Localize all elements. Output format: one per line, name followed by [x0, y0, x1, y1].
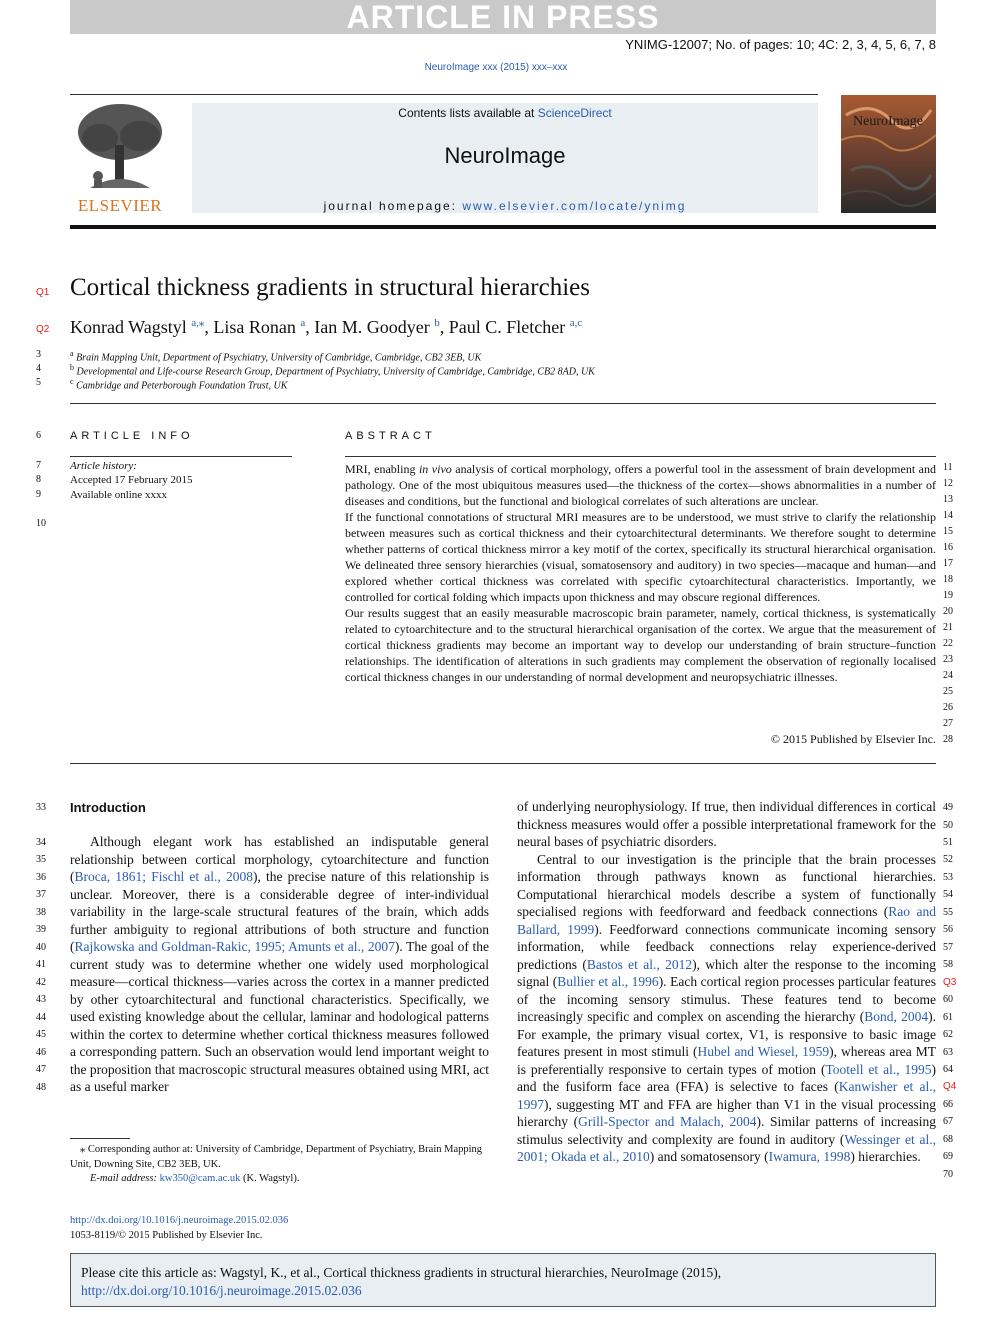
line-number: 18 [943, 574, 953, 585]
email-label: E-mail address: [90, 1173, 160, 1184]
citation-link[interactable]: Bullier et al., 1996 [557, 974, 659, 989]
email-suffix: (K. Wagstyl). [240, 1173, 300, 1184]
line-number: 37 [36, 889, 46, 900]
article-info-rule [70, 456, 292, 457]
journal-header-box [192, 103, 818, 213]
citation-link[interactable]: Bond, 2004 [864, 1009, 929, 1024]
line-number: 19 [943, 590, 953, 601]
homepage-prefix: journal homepage: [323, 199, 463, 213]
cover-title: NeuroImage [853, 114, 923, 129]
citation-link[interactable]: Hubel and Wiesel, 1959 [697, 1044, 830, 1059]
query-mark-q3[interactable]: Q3 [943, 977, 957, 988]
line-number: 38 [36, 907, 46, 918]
header-thick-rule [70, 225, 936, 229]
line-number: 3 [36, 349, 41, 360]
line-number: 62 [943, 1029, 953, 1040]
line-number: 54 [943, 889, 953, 900]
affiliation-text: Cambridge and Peterborough Foundation Trust, UK [76, 380, 288, 392]
line-number: 35 [36, 854, 46, 865]
line-number: 33 [36, 802, 46, 813]
body-text: ). For example, the primary visual cortex, V1, is responsive to basic image features present in most stimuli ( [517, 1009, 936, 1059]
line-number: 42 [36, 977, 46, 988]
footnote-text: Corresponding author at: University of Cambridge, Department of Psychiatry, Brain Mapping Unit, Downing Site, CB2 3EB, UK. [70, 1144, 483, 1170]
body-text: ). Similar patterns of increasing stimulus selectivity and complexity are found in auditory ( [517, 1114, 936, 1147]
citation-link[interactable]: Rajkowska and Goldman-Rakic, 1995; Amunts et al., 2007 [74, 939, 395, 954]
line-number: 39 [36, 924, 46, 935]
abstract-body [345, 461, 936, 685]
query-mark-q2[interactable]: Q2 [36, 324, 50, 335]
line-number: 7 [36, 460, 41, 471]
line-number: 36 [36, 872, 46, 883]
journal-cover-image [841, 95, 936, 213]
line-number: 4 [36, 363, 41, 374]
line-number: 23 [943, 654, 953, 665]
line-number: 58 [943, 959, 953, 970]
sciencedirect-link[interactable]: ScienceDirect [537, 106, 612, 120]
line-number: 61 [943, 1012, 953, 1023]
cite-text: Please cite this article as: Wagstyl, K., et al., Cortical thickness gradients in structural hierarchies, NeuroImage (2015), [81, 1265, 722, 1280]
author-affiliation-marker[interactable]: a,⁎ [191, 317, 205, 329]
issn-line: 1053-8119/© 2015 Published by Elsevier Inc. [70, 1229, 263, 1241]
body-left-column [70, 833, 489, 1096]
body-text: ), whereas area MT is preferentially responsive to certain types of motion ( [517, 1044, 936, 1077]
line-number: 10 [36, 518, 46, 529]
body-text: ) and somatosensory ( [649, 1149, 769, 1164]
line-number: 40 [36, 942, 46, 953]
body-paragraph [70, 833, 489, 1096]
citation-link[interactable]: Iwamura, 1998 [768, 1149, 851, 1164]
abstract-emphasis: in vivo [418, 462, 452, 476]
line-number: 55 [943, 907, 953, 918]
manuscript-reference: YNIMG-12007; No. of pages: 10; 4C: 2, 3, 4, 5, 6, 7, 8 [625, 37, 936, 52]
contents-prefix: Contents lists available at [398, 106, 538, 120]
contents-line [192, 106, 818, 120]
line-number: 46 [36, 1047, 46, 1058]
citation-link[interactable]: Rao and Ballard, 1999 [517, 904, 936, 937]
affiliation-rule [70, 403, 936, 404]
line-number: 28 [943, 734, 953, 745]
line-number: 24 [943, 670, 953, 681]
line-number: 21 [943, 622, 953, 633]
author-name[interactable]: Lisa Ronan [213, 317, 296, 337]
line-number: 26 [943, 702, 953, 713]
body-paragraph [517, 851, 936, 1166]
email-link[interactable]: kw350@cam.ac.uk [159, 1173, 241, 1184]
author-separator: , [305, 317, 315, 337]
affiliation-c [70, 377, 287, 391]
line-number: 20 [943, 606, 953, 617]
introduction-heading: Introduction [70, 800, 146, 815]
accepted-date: Accepted 17 February 2015 [70, 474, 193, 486]
line-number: 16 [943, 542, 953, 553]
body-text: ), which alter the response to the incoming signal ( [517, 956, 936, 989]
header-rule [70, 94, 818, 95]
doi-block [70, 1214, 288, 1243]
cite-doi-link[interactable]: http://dx.doi.org/10.1016/j.neuroimage.2015.02.036 [81, 1283, 362, 1298]
line-number: 15 [943, 526, 953, 537]
line-number: 41 [36, 959, 46, 970]
available-online: Available online xxxx [70, 489, 167, 501]
author-name[interactable]: Konrad Wagstyl [70, 317, 187, 337]
line-number: 51 [943, 837, 953, 848]
line-number: 13 [943, 494, 953, 505]
body-text: ). Each cortical region processes particular features of the incoming sensory stimulus. These features tend to become increasingly specific and complex on ascending the hierarchy ( [517, 974, 936, 1024]
line-number: 57 [943, 942, 953, 953]
body-text: ). Feedforward connections communicate incoming sensory information, while feedback connections relay experience-derived predictions ( [517, 921, 936, 972]
line-number: 52 [943, 854, 953, 865]
author-separator: , [439, 317, 449, 337]
line-number: 56 [943, 924, 953, 935]
homepage-link[interactable]: www.elsevier.com/locate/ynimg [462, 199, 687, 213]
affiliation-text: Developmental and Life-course Research Group, Department of Psychiatry, University of Cambridge, Cambridge, CB2 8AD, UK [76, 366, 595, 378]
line-number: 68 [943, 1134, 953, 1145]
body-text: ) and the fusiform face area (FFA) is selective to faces ( [517, 1061, 936, 1094]
line-number: 66 [943, 1099, 953, 1110]
footnote-email-line [70, 1172, 490, 1187]
footnote-star: ⁎ [80, 1144, 86, 1155]
footnote-rule [70, 1138, 130, 1139]
article-in-press-banner: ARTICLE IN PRESS [70, 0, 936, 34]
query-mark-q1[interactable]: Q1 [36, 287, 50, 298]
journal-citation-link[interactable]: NeuroImage xxx (2015) xxx–xxx [424, 62, 568, 73]
body-text: ), suggesting MT and FFA are higher than V1 in the visual processing hierarchy ( [517, 1096, 936, 1129]
journal-name: NeuroImage [444, 143, 566, 168]
affiliation-b [70, 363, 595, 377]
author-name[interactable]: Ian M. Goodyer [314, 317, 430, 337]
line-number: 67 [943, 1116, 953, 1127]
abstract-heading: ABSTRACT [345, 430, 436, 442]
journal-homepage-line [192, 199, 818, 213]
line-number: 43 [36, 994, 46, 1005]
author-separator: , [204, 317, 214, 337]
line-number: 53 [943, 872, 953, 883]
abstract-bottom-rule [70, 763, 936, 764]
author-affiliation-marker[interactable]: b [434, 317, 440, 329]
line-number: 47 [36, 1064, 46, 1075]
line-number: 60 [943, 994, 953, 1005]
line-number: 50 [943, 820, 953, 831]
line-number: 14 [943, 510, 953, 521]
affiliation-text: Brain Mapping Unit, Department of Psychiatry, University of Cambridge, Cambridge, CB2 3EB, UK [76, 352, 482, 364]
affiliation-label: a [70, 349, 74, 358]
abstract-paragraph [345, 461, 936, 509]
author-affiliation-marker[interactable]: a [300, 317, 306, 329]
body-right-column [517, 798, 936, 1166]
affiliation-label: b [70, 363, 74, 372]
line-number: 49 [943, 802, 953, 813]
line-number: 5 [36, 377, 41, 388]
article-history-label: Article history: [70, 460, 137, 472]
line-number: 17 [943, 558, 953, 569]
elsevier-wordmark: ELSEVIER [77, 196, 163, 215]
please-cite-box [70, 1253, 936, 1307]
citation-link[interactable]: Broca, 1861; Fischl et al., 2008 [74, 869, 253, 884]
body-text: ). The goal of the current study was to determine whether one widely used morphological measure—cortical thickness—varies across the cortex in a manner predicted by other cytoarchitectural and functional characteristics. Specifically, we used existing knowledge about the cellular, laminar and hodological patterns within the cortex to determine whether cortical thickness measures followed a corresponding pattern. Such an observation would lend important weight to the proposition that macroscopic structural measures obtained using MRI, act as a useful marker [70, 939, 489, 1094]
query-mark-q4[interactable]: Q4 [943, 1081, 957, 1092]
author-name[interactable]: Paul C. Fletcher [448, 317, 566, 337]
citation-link[interactable]: Grill-Spector and Malach, 2004 [578, 1114, 757, 1129]
body-text: Central to our investigation is the principle that the brain processes information through pathways known as functional hierarchies. Computational hierarchical models describe a system of functionally specialised regions with feedforward and feedback connections ( [517, 851, 936, 919]
abstract-paragraph: Our results suggest that an easily measurable macroscopic brain parameter, namely, cortical thickness, is systematically related to cytoarchitecture and to the structural hierarchical organisation of the cortex. We argue that the measurement of cortical thickness gradients may become an important way to develop our understanding of brain structure–function relationships. The identification of alterations in such gradients may complement the observation of regionally localised cortical thickness changes in our understanding of normal development and neuropsychiatric illnesses. [345, 606, 936, 684]
doi-link[interactable]: http://dx.doi.org/10.1016/j.neuroimage.2015.02.036 [70, 1215, 289, 1226]
abstract-text: analysis of cortical morphology, offers a powerful tool in the assessment of brain development and pathology. One of the most ubiquitous measures used—the thickness of the cortex—shows abnormalities in a number of diseases and conditions, but the functional and biological correlates of such alterations are unclear. [345, 462, 936, 508]
citation-link[interactable]: Tootell et al., 1995 [825, 1061, 932, 1077]
line-number: 9 [36, 489, 41, 500]
body-paragraph: of underlying neurophysiology. If true, then individual differences in cortical thickness measures would offer a possible interpretational framework for the neural bases of psychiatric disorders. [517, 799, 936, 849]
line-number: 69 [943, 1151, 953, 1162]
line-number: 34 [36, 837, 46, 848]
line-number: 22 [943, 638, 953, 649]
line-number: 6 [36, 430, 41, 441]
line-number: 8 [36, 474, 41, 485]
line-number: 63 [943, 1047, 953, 1058]
author-affiliation-marker[interactable]: a,c [569, 317, 583, 329]
affiliation-a [70, 349, 481, 363]
citation-link[interactable]: Kanwisher et al., 1997 [517, 1079, 937, 1112]
author-list [70, 316, 582, 338]
body-text: ) hierarchies. [850, 1149, 921, 1164]
line-number: 44 [36, 1012, 46, 1023]
abstract-text: MRI, enabling [345, 462, 419, 476]
citation-link[interactable]: Wessinger et al., 2001; Okada et al., 2010 [517, 1131, 936, 1164]
line-number: 64 [943, 1064, 953, 1075]
abstract-copyright: © 2015 Published by Elsevier Inc. [770, 732, 936, 746]
line-number: 12 [943, 478, 953, 489]
line-number: 27 [943, 718, 953, 729]
article-info-heading: ARTICLE INFO [70, 430, 194, 442]
abstract-paragraph: If the functional connotations of structural MRI measures are to be understood, we must strive to clarify the relationship between measures such as cortical thickness and their cytoarchitectural determinants. We therefore sought to determine whether patterns of cortical thickness mirror a key motif of the cortex, specifically its structural hierarchical organisation. We delineated three sensory hierarchies (visual, somatosensory and auditory) in two species—macaque and human—and explored whether cortical thickness was correlated with specific cytoarchitectural characteristics. Importantly, we controlled for cortical folding which impacts upon thickness and may obscure regional differences. [345, 510, 936, 604]
abstract-rule [345, 456, 936, 457]
line-number: 48 [36, 1082, 46, 1093]
line-number: 70 [943, 1169, 953, 1180]
affiliation-label: c [70, 377, 74, 386]
body-text: ), the precise nature of this relationship is unclear. Moreover, there is a considerable degree of inter-individual variability in the large-scale structural features of the brain, which adds further ambiguity to regional attributions of both structure and function ( [70, 869, 489, 954]
corresponding-author-footnote [70, 1138, 490, 1187]
line-number: 45 [36, 1029, 46, 1040]
footnote-corresponding [70, 1143, 490, 1172]
line-number: 11 [943, 462, 953, 473]
citation-link[interactable]: Bastos et al., 2012 [586, 956, 693, 972]
body-text: Although elegant work has established an indisputable general relationship between cortical morphology, cytoarchitecture and function ( [70, 834, 489, 884]
article-title: Cortical thickness gradients in structural hierarchies [70, 274, 590, 301]
line-number: 25 [943, 686, 953, 697]
